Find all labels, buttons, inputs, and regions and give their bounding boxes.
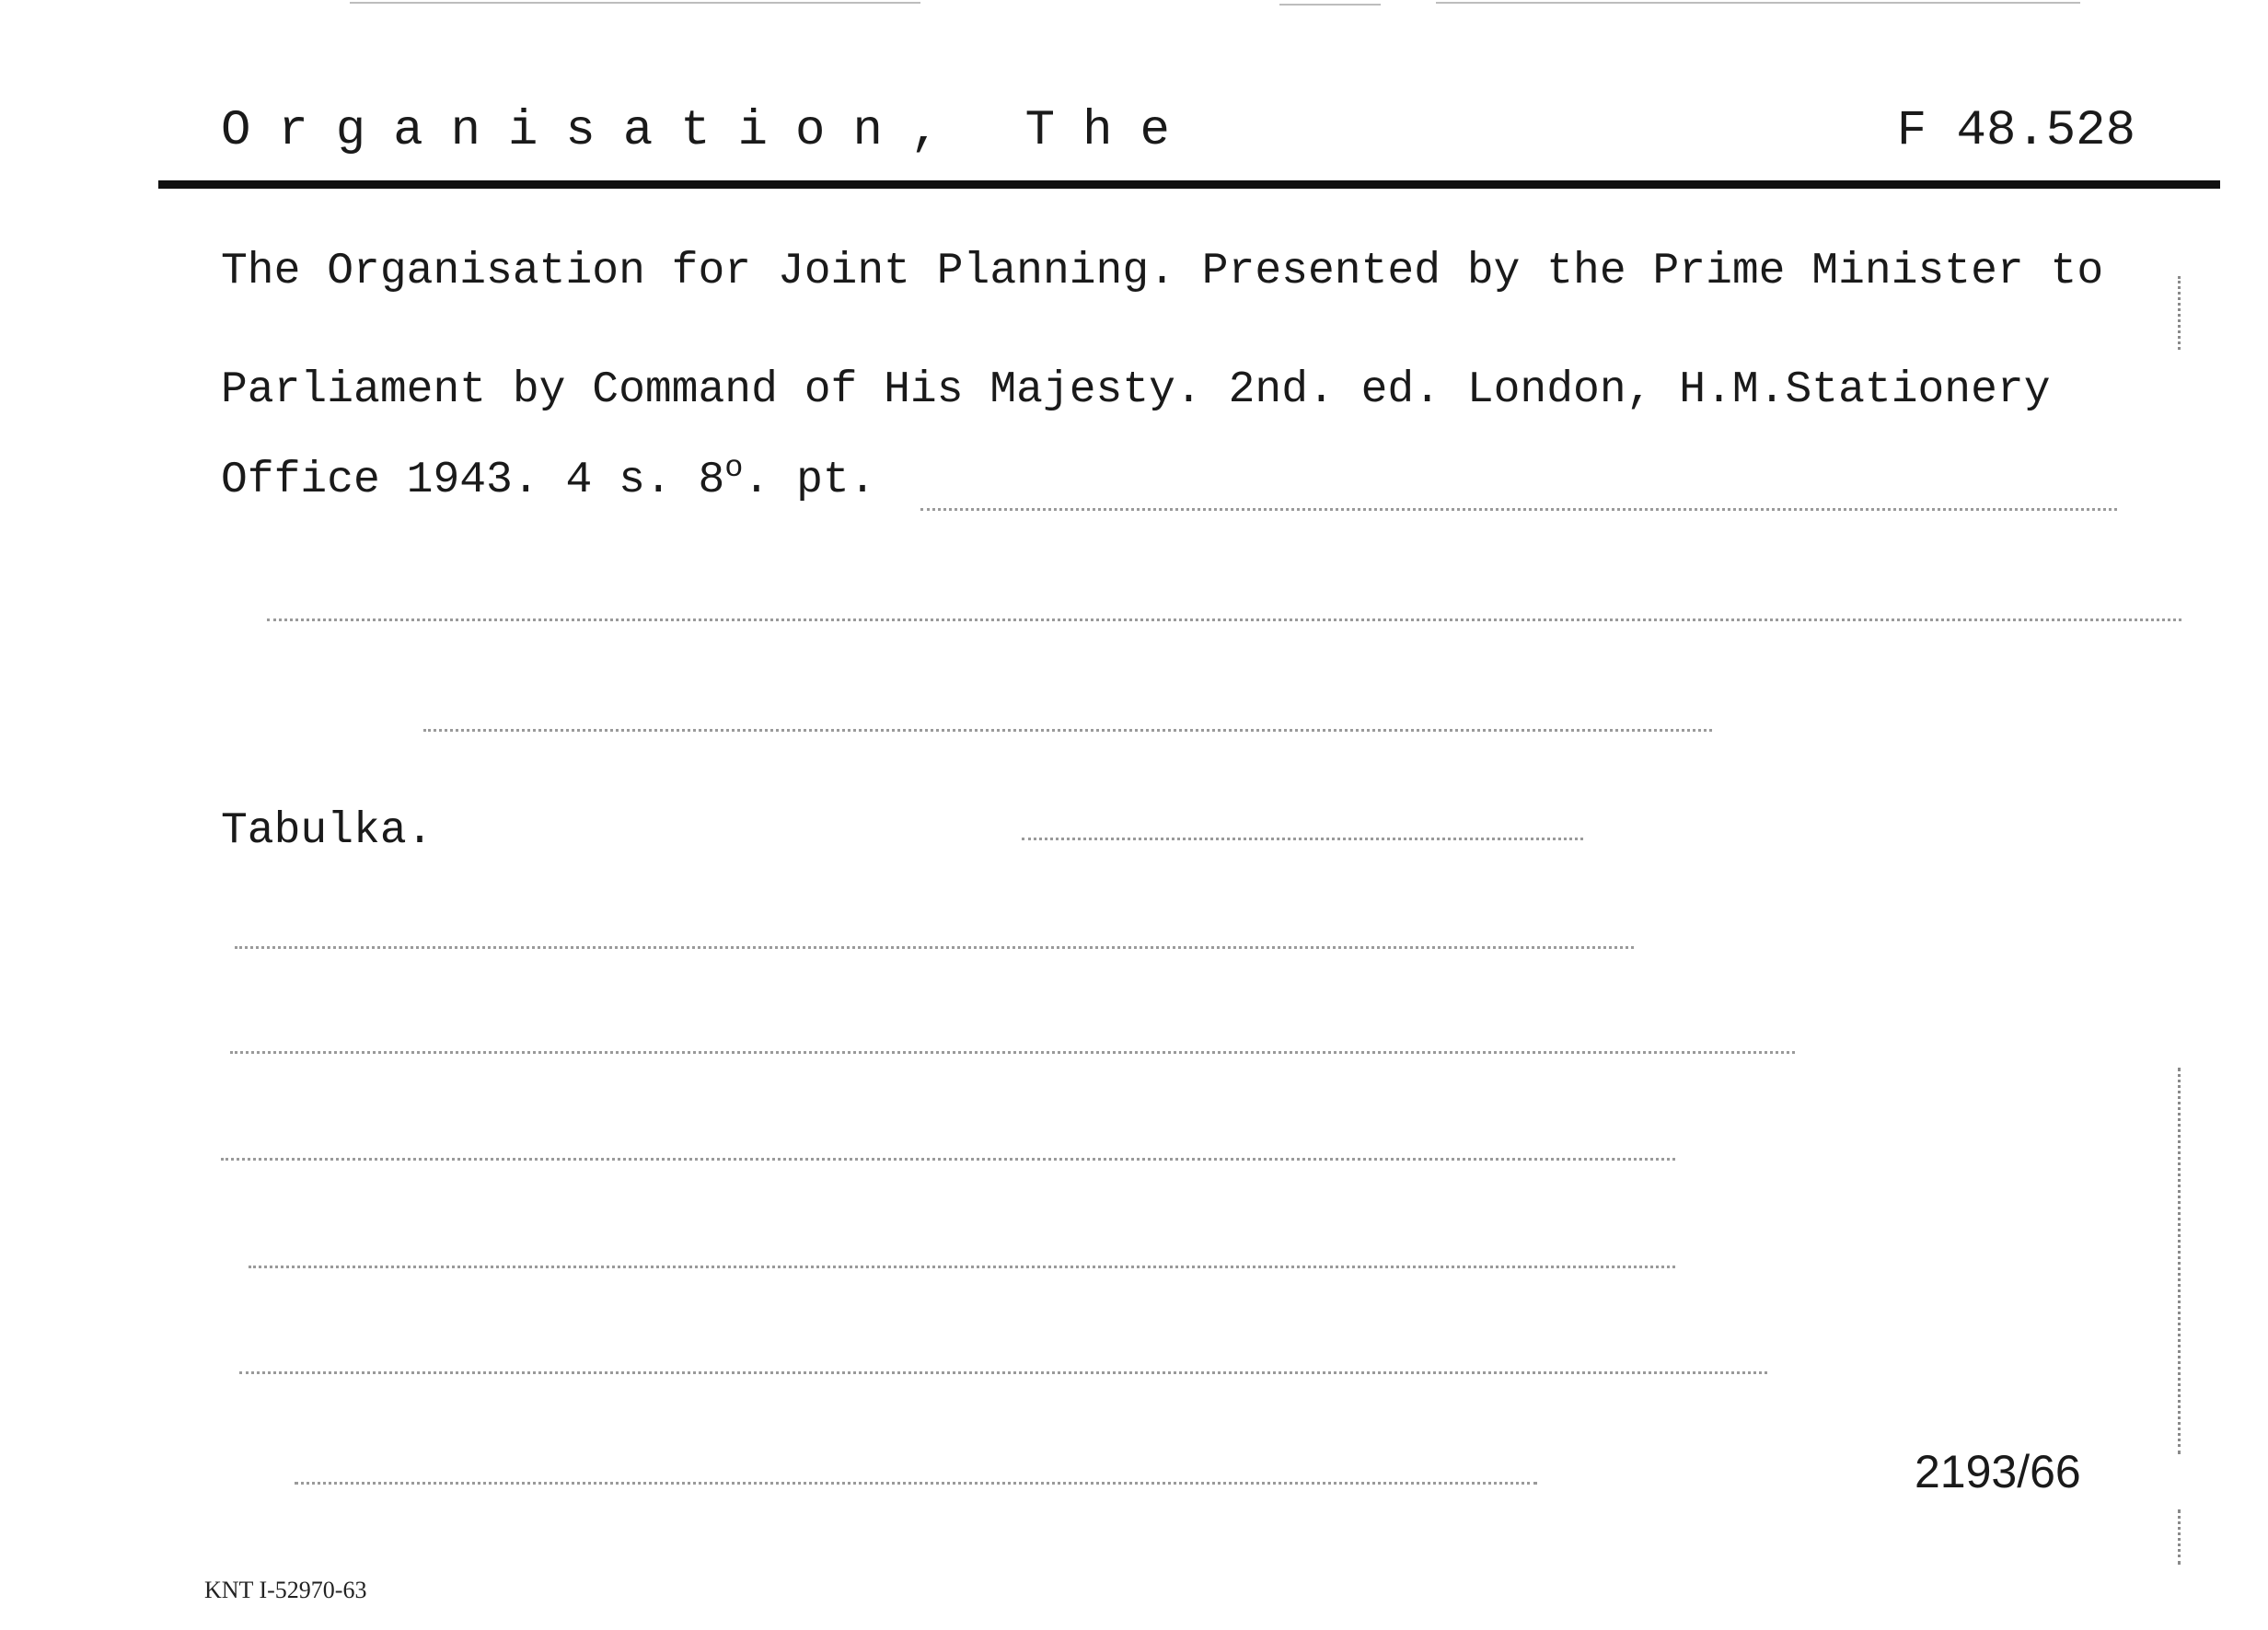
- printer-imprint: KNT I-52970-63: [204, 1577, 367, 1603]
- card-edge: [2178, 1509, 2181, 1565]
- degree-superscript: o: [724, 451, 744, 486]
- entry-line-3-tail: . pt.: [743, 456, 876, 505]
- ruled-line: [1022, 838, 1583, 840]
- accession-number: 2193/66: [1915, 1446, 2081, 1497]
- heading-rule: [158, 180, 2220, 189]
- ruled-line: [230, 1051, 1795, 1054]
- entry-line-3: [221, 451, 876, 505]
- ruled-line: [235, 946, 1634, 949]
- ruled-line: [249, 1266, 1675, 1268]
- ruled-line: [295, 1482, 1537, 1485]
- ruled-line: [267, 618, 2181, 621]
- scan-mark: [1279, 4, 1381, 6]
- ruled-line: [221, 1158, 1675, 1161]
- ruled-line: [423, 729, 1712, 732]
- scan-mark: [350, 2, 920, 4]
- ruled-line: [239, 1371, 1767, 1374]
- entry-line-3-text: Office 1943. 4 s. 8: [221, 456, 725, 505]
- ruled-line: [920, 508, 2117, 511]
- scan-mark: [1436, 2, 2080, 4]
- card-heading: Organisation, The: [221, 103, 1198, 159]
- shelfmark: F 48.528: [1896, 103, 2135, 159]
- card-edge: [2178, 276, 2181, 350]
- entry-line-1: The Organisation for Joint Planning. Presented by the Prime Minister to: [221, 247, 2104, 296]
- note-tabulka: Tabulka.: [221, 806, 434, 856]
- entry-line-2: Parliament by Command of His Majesty. 2nd. ed. London, H.M.Stationery: [221, 365, 2051, 415]
- card-edge: [2178, 1068, 2181, 1454]
